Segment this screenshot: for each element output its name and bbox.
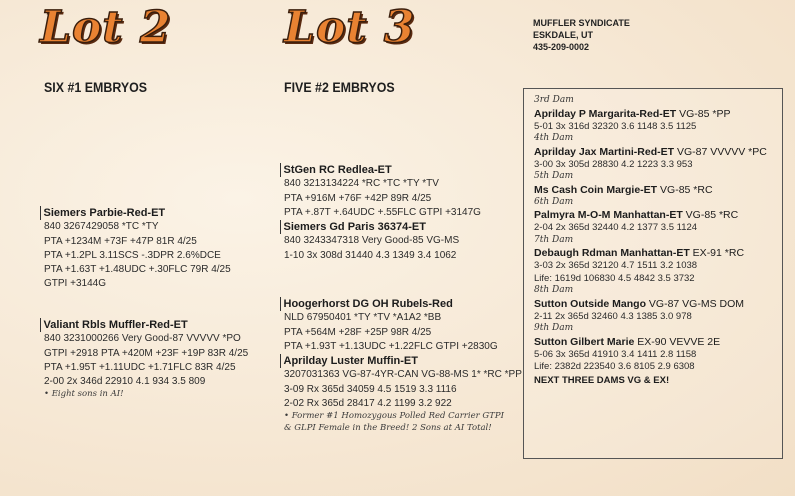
cow-name: Aprilday Luster Muffin-ET xyxy=(280,354,522,368)
dam-name: Ms Cash Coin Margie-ET VG-85 *RC xyxy=(534,183,713,196)
cow-line: PTA +.87T +.64UDC +.55FLC GTPI +3147G xyxy=(284,206,481,218)
dam-label: 5th Dam xyxy=(534,171,574,181)
contact-phone: 435-209-0002 xyxy=(533,42,590,52)
cow-line: PTA +564M +28F +25P 98R 4/25 xyxy=(284,326,432,338)
cow-line: 840 3231000266 Very Good-87 VVVVV *PO xyxy=(44,333,241,345)
lot3-subtitle: FIVE #2 EMBRYOS xyxy=(284,80,395,95)
cow-line: PTA +1.2PL 3.11SCS -.3DPR 2.6%DCE xyxy=(44,249,221,261)
dam-record: 3-00 3x 305d 28830 4.2 1223 3.3 953 xyxy=(534,158,693,170)
cow-line: PTA +1.93T +1.13UDC +1.22FLC GTPI +2830G xyxy=(284,340,498,352)
cow-line: PTA +1234M +73F +47P 81R 4/25 xyxy=(44,235,197,247)
dam-name: Sutton Gilbert Marie EX-90 VEVVE 2E xyxy=(534,335,721,348)
lot2-subtitle: SIX #1 EMBRYOS xyxy=(44,80,148,95)
dam-record: Life: 2382d 223540 3.6 8105 2.9 6308 xyxy=(534,361,695,372)
dam-name: Sutton Outside Mango VG-87 VG-MS DOM xyxy=(534,297,745,310)
dam-name: Aprilday Jax Martini-Red-ET VG-87 VVVVV *PC xyxy=(534,145,767,158)
lot3-cow3 xyxy=(284,297,522,434)
cow-name: Valiant Rbls Muffler-Red-ET xyxy=(40,318,249,332)
cow-line: GTPI +2918 PTA +420M +23F +19P 83R 4/25 xyxy=(44,347,249,359)
cow-line: 1-10 3x 308d 31440 4.3 1349 3.4 1062 xyxy=(284,249,457,261)
lot2-cow2 xyxy=(44,318,248,401)
dam-label: 4th Dam xyxy=(534,133,574,143)
cow-line: 840 3243347318 Very Good-85 VG-MS xyxy=(284,235,460,247)
dam-record: 2-04 2x 365d 32440 4.2 1377 3.5 1124 xyxy=(534,222,698,233)
lot2-title: Lot 2 xyxy=(40,2,172,53)
cow-line: PTA +1.95T +1.11UDC +1.71FLC 83R 4/25 xyxy=(44,361,236,373)
cow-line: 3-09 Rx 365d 34059 4.5 1519 3.3 1116 xyxy=(284,383,457,395)
dam-record: Life: 1619d 106830 4.5 4842 3.5 3732 xyxy=(534,272,695,284)
lot3-cow1 xyxy=(284,163,481,263)
dam-record: 5-01 3x 316d 32320 3.6 1148 3.5 1125 xyxy=(534,120,697,132)
cow-line: 2-00 2x 346d 22910 4.1 934 3.5 809 xyxy=(44,376,206,388)
dams-footer: NEXT THREE DAMS VG & EX! xyxy=(534,374,670,386)
contact-location: ESKDALE, UT xyxy=(533,30,594,40)
cow-line: PTA +916M +76F +42P 89R 4/25 xyxy=(284,192,432,204)
dams-box xyxy=(523,88,783,459)
contact-block xyxy=(533,17,630,53)
dam-label: 7th Dam xyxy=(534,234,574,245)
cow-line: NLD 67950401 *TY *TV *A1A2 *BB xyxy=(284,312,442,324)
dam-record: 3-03 2x 365d 32120 4.7 1511 3.2 1038 xyxy=(534,260,698,271)
cow-line: 840 3213134224 *RC *TC *TY *TV xyxy=(284,178,439,190)
lot3-title: Lot 3 xyxy=(284,2,416,53)
dam-label: 8th Dam xyxy=(534,285,574,295)
cow-line: GTPI +3144G xyxy=(44,278,106,290)
dam-record: 2-11 2x 365d 32460 4.3 1385 3.0 978 xyxy=(534,310,692,322)
dam-label: 9th Dam xyxy=(534,323,574,333)
cow-line: 2-02 Rx 365d 28417 4.2 1199 3.2 922 xyxy=(284,398,452,410)
cow-line: PTA +1.63T +1.48UDC +.30FLC 79R 4/25 xyxy=(44,264,231,276)
cow-name: Siemers Parbie-Red-ET xyxy=(40,206,231,220)
cow-note: • Former #1 Homozygous Polled Red Carrier GTPI & GLPI Female in the Breed! 2 Sons at AI Total! xyxy=(284,411,504,433)
dam-name: Aprilday P Margarita-Red-ET VG-85 *PP xyxy=(534,107,731,120)
dam-label: 6th Dam xyxy=(534,196,574,207)
dam-label: 3rd Dam xyxy=(534,95,574,105)
cow-name: StGen RC Redlea-ET xyxy=(280,163,481,177)
cow-line: 840 3267429058 *TC *TY xyxy=(44,221,159,233)
dam-record: 5-06 3x 365d 41910 3.4 1411 2.8 1158 xyxy=(534,348,697,360)
contact-name: MUFFLER SYNDICATE xyxy=(533,18,630,28)
dam-name: Debaugh Rdman Manhattan-ET EX-91 *RC xyxy=(534,247,745,259)
dam-name: Palmyra M-O-M Manhattan-ET VG-85 *RC xyxy=(534,209,739,221)
cow-line: 3207031363 VG-87-4YR-CAN VG-88-MS 1* *RC *PP xyxy=(284,369,522,381)
cow-note: • Eight sons in AI! xyxy=(44,389,124,400)
cow-name: Hoogerhorst DG OH Rubels-Red xyxy=(280,297,522,311)
cow-name: Siemers Gd Paris 36374-ET xyxy=(280,220,481,234)
lot2-cow1 xyxy=(44,206,231,292)
